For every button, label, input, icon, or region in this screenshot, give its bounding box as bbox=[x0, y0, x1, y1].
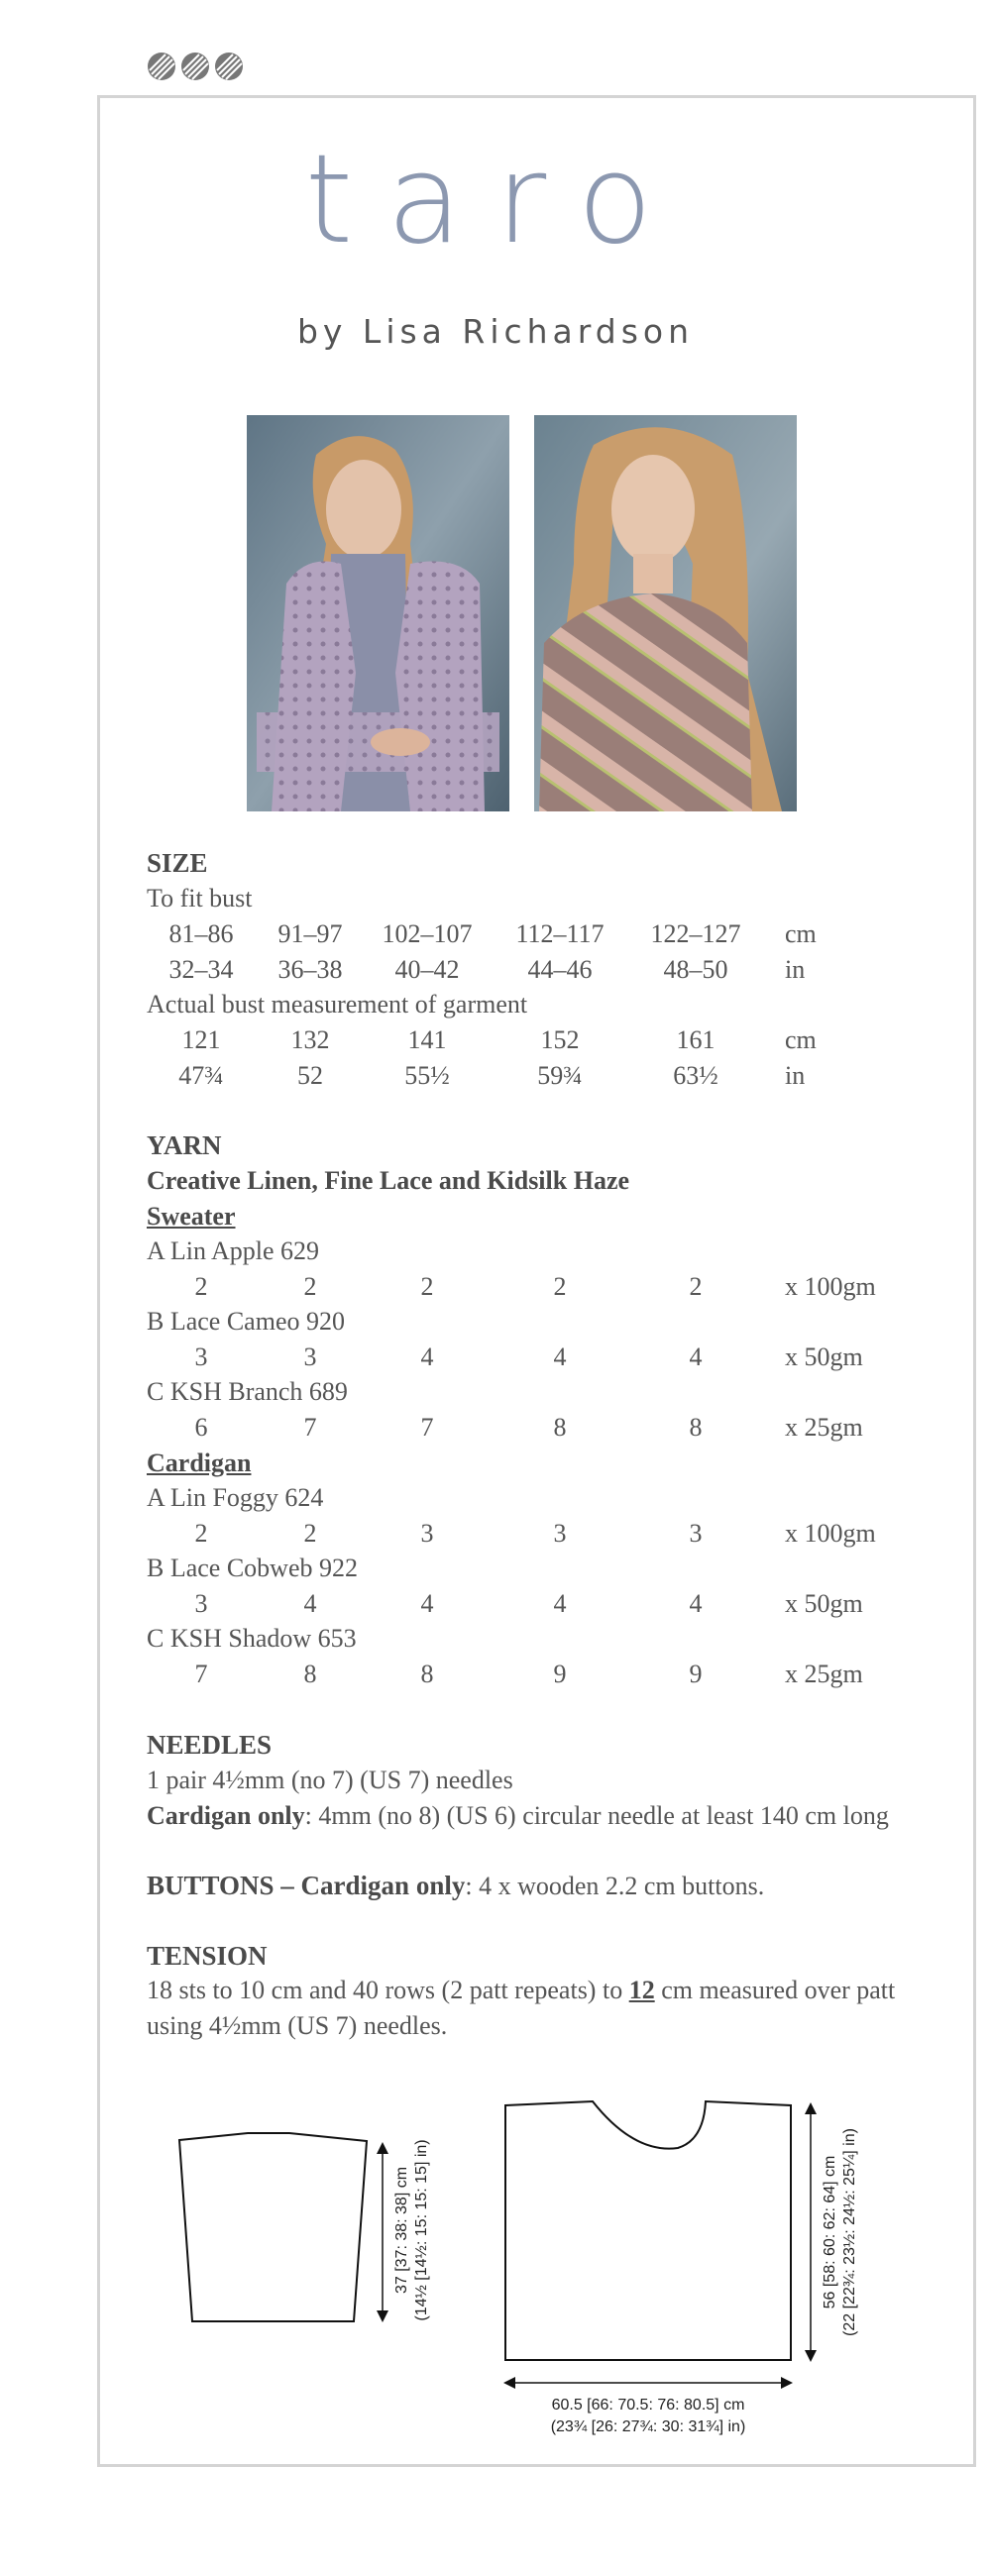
size-value: 112–117 bbox=[515, 919, 605, 948]
yarn-qty: 4 bbox=[303, 1589, 317, 1618]
size-value: 63½ bbox=[673, 1061, 718, 1090]
yarn-name: B Lace Cameo 920 bbox=[147, 1307, 345, 1336]
to-fit-label: To fit bust bbox=[147, 884, 253, 912]
unit-label: cm bbox=[785, 1025, 817, 1054]
yarn-qty: 4 bbox=[553, 1342, 567, 1371]
size-value: 102–107 bbox=[382, 919, 473, 948]
size-value: 36–38 bbox=[277, 955, 343, 984]
yarn-subheading: Creative Linen, Fine Lace and Kidsilk Haze bbox=[147, 1166, 630, 1195]
size-value: 152 bbox=[540, 1025, 580, 1054]
yarn-name: C KSH Shadow 653 bbox=[147, 1624, 357, 1653]
sweater-label: Sweater bbox=[147, 1202, 236, 1231]
yarn-qty: 4 bbox=[420, 1589, 434, 1618]
garment-diagram bbox=[0, 2061, 991, 2457]
actual-bust-label: Actual bust measurement of garment bbox=[147, 990, 528, 1019]
yarn-unit: x 50gm bbox=[785, 1342, 863, 1371]
size-value: 52 bbox=[297, 1061, 323, 1090]
buttons-text: : 4 x wooden 2.2 cm buttons. bbox=[465, 1872, 765, 1900]
body-width-in-label: (23¾ [26: 27¾: 30: 31¾] in) bbox=[550, 2418, 746, 2435]
yarn-name: A Lin Apple 629 bbox=[147, 1236, 320, 1265]
needles-cardigan-only: Cardigan only bbox=[147, 1801, 305, 1830]
yarn-qty: 2 bbox=[303, 1519, 317, 1548]
cardigan-label: Cardigan bbox=[147, 1449, 252, 1477]
yarn-unit: x 25gm bbox=[785, 1660, 863, 1688]
size-value: 44–46 bbox=[527, 955, 593, 984]
body-outline bbox=[505, 2101, 791, 2360]
tension-text-a: 18 sts to 10 cm and 40 rows (2 patt repeats) to bbox=[147, 1976, 629, 2004]
yarn-name: B Lace Cobweb 922 bbox=[147, 1554, 359, 1582]
yarn-unit: x 100gm bbox=[785, 1272, 876, 1301]
yarn-qty-row bbox=[147, 1344, 939, 1372]
yarn-qty: 8 bbox=[553, 1413, 567, 1442]
yarn-qty-row bbox=[147, 1662, 939, 1689]
to-fit-cm-row bbox=[147, 921, 939, 949]
yarn-qty: 8 bbox=[689, 1413, 703, 1442]
yarn-qty-row bbox=[147, 1274, 939, 1302]
yarn-qty-row bbox=[147, 1415, 939, 1443]
to-fit-in-row bbox=[147, 957, 939, 985]
yarn-qty: 2 bbox=[553, 1272, 567, 1301]
size-value: 48–50 bbox=[663, 955, 728, 984]
yarn-qty: 7 bbox=[420, 1413, 434, 1442]
rowan-logo bbox=[147, 52, 244, 81]
needles-circular: : 4mm (no 8) (US 6) circular needle at least 140 cm long bbox=[304, 1801, 889, 1830]
yarn-qty: 9 bbox=[553, 1660, 567, 1688]
tension-number: 12 bbox=[628, 1976, 655, 2004]
tension-text bbox=[147, 1973, 920, 2044]
size-value: 132 bbox=[290, 1025, 330, 1054]
yarn-qty: 3 bbox=[303, 1342, 317, 1371]
yarn-qty: 4 bbox=[689, 1589, 703, 1618]
actual-cm-row bbox=[147, 1027, 939, 1055]
size-value: 121 bbox=[181, 1025, 221, 1054]
yarn-qty: 8 bbox=[303, 1660, 317, 1688]
yarn-unit: x 50gm bbox=[785, 1589, 863, 1618]
yarn-qty: 3 bbox=[553, 1519, 567, 1548]
buttons-heading: BUTTONS – Cardigan only bbox=[147, 1871, 466, 1900]
yarn-qty: 4 bbox=[420, 1342, 434, 1371]
designer-byline: by Lisa Richardson bbox=[296, 312, 695, 351]
yarn-unit: x 100gm bbox=[785, 1519, 876, 1548]
yarn-qty: 2 bbox=[420, 1272, 434, 1301]
size-value: 91–97 bbox=[277, 919, 343, 948]
yarn-qty-row bbox=[147, 1591, 939, 1619]
yarn-qty: 2 bbox=[194, 1272, 208, 1301]
yarn-heading: YARN bbox=[147, 1130, 222, 1160]
yarn-qty: 4 bbox=[553, 1589, 567, 1618]
size-value: 47¾ bbox=[178, 1061, 224, 1090]
tension-text-b: cm measured over patt using 4½mm (US 7) needles. bbox=[147, 1976, 896, 2040]
yarn-qty: 2 bbox=[194, 1519, 208, 1548]
unit-label: in bbox=[785, 955, 806, 984]
tension-heading: TENSION bbox=[147, 1941, 268, 1971]
size-value: 141 bbox=[407, 1025, 447, 1054]
needles-line1: 1 pair 4½mm (no 7) (US 7) needles bbox=[147, 1766, 513, 1794]
size-value: 81–86 bbox=[168, 919, 234, 948]
yarn-qty: 3 bbox=[194, 1589, 208, 1618]
size-heading: SIZE bbox=[147, 848, 208, 878]
needles-line2 bbox=[147, 1803, 889, 1829]
sleeve-in-label: (14½ [14½: 15: 15: 15] in) bbox=[413, 2139, 430, 2321]
unit-label: in bbox=[785, 1061, 806, 1090]
buttons-line bbox=[147, 1873, 764, 1899]
size-value: 161 bbox=[676, 1025, 716, 1054]
yarn-name: C KSH Branch 689 bbox=[147, 1377, 348, 1406]
sleeve-cm-label: 37 [37: 38: 38] cm bbox=[393, 2166, 410, 2295]
unit-label: cm bbox=[785, 919, 817, 948]
pattern-title: taro bbox=[304, 129, 687, 271]
yarn-qty: 3 bbox=[420, 1519, 434, 1548]
actual-in-row bbox=[147, 1063, 939, 1091]
size-value: 122–127 bbox=[650, 919, 741, 948]
body-length-in-label: (22 [22¾: 23½: 24½: 25¼] in) bbox=[841, 2128, 858, 2336]
size-value: 40–42 bbox=[394, 955, 460, 984]
yarn-qty: 2 bbox=[689, 1272, 703, 1301]
yarn-qty: 4 bbox=[689, 1342, 703, 1371]
body-length-cm-label: 56 [58: 60: 62: 64] cm bbox=[822, 2155, 838, 2309]
yarn-name: A Lin Foggy 624 bbox=[147, 1483, 324, 1512]
sweater-photo bbox=[534, 415, 797, 811]
needles-heading: NEEDLES bbox=[147, 1730, 273, 1760]
yarn-qty: 2 bbox=[303, 1272, 317, 1301]
yarn-unit: x 25gm bbox=[785, 1413, 863, 1442]
size-value: 55½ bbox=[404, 1061, 450, 1090]
yarn-qty: 6 bbox=[194, 1413, 208, 1442]
size-value: 32–34 bbox=[168, 955, 234, 984]
cardigan-photo bbox=[247, 415, 509, 811]
yarn-qty: 3 bbox=[689, 1519, 703, 1548]
yarn-qty-row bbox=[147, 1521, 939, 1549]
yarn-qty: 7 bbox=[303, 1413, 317, 1442]
yarn-qty: 3 bbox=[194, 1342, 208, 1371]
sleeve-outline bbox=[179, 2133, 367, 2321]
yarn-qty: 9 bbox=[689, 1660, 703, 1688]
yarn-qty: 7 bbox=[194, 1660, 208, 1688]
body-width-cm-label: 60.5 [66: 70.5: 76: 80.5] cm bbox=[551, 2397, 745, 2414]
size-value: 59¾ bbox=[537, 1061, 583, 1090]
yarn-qty: 8 bbox=[420, 1660, 434, 1688]
